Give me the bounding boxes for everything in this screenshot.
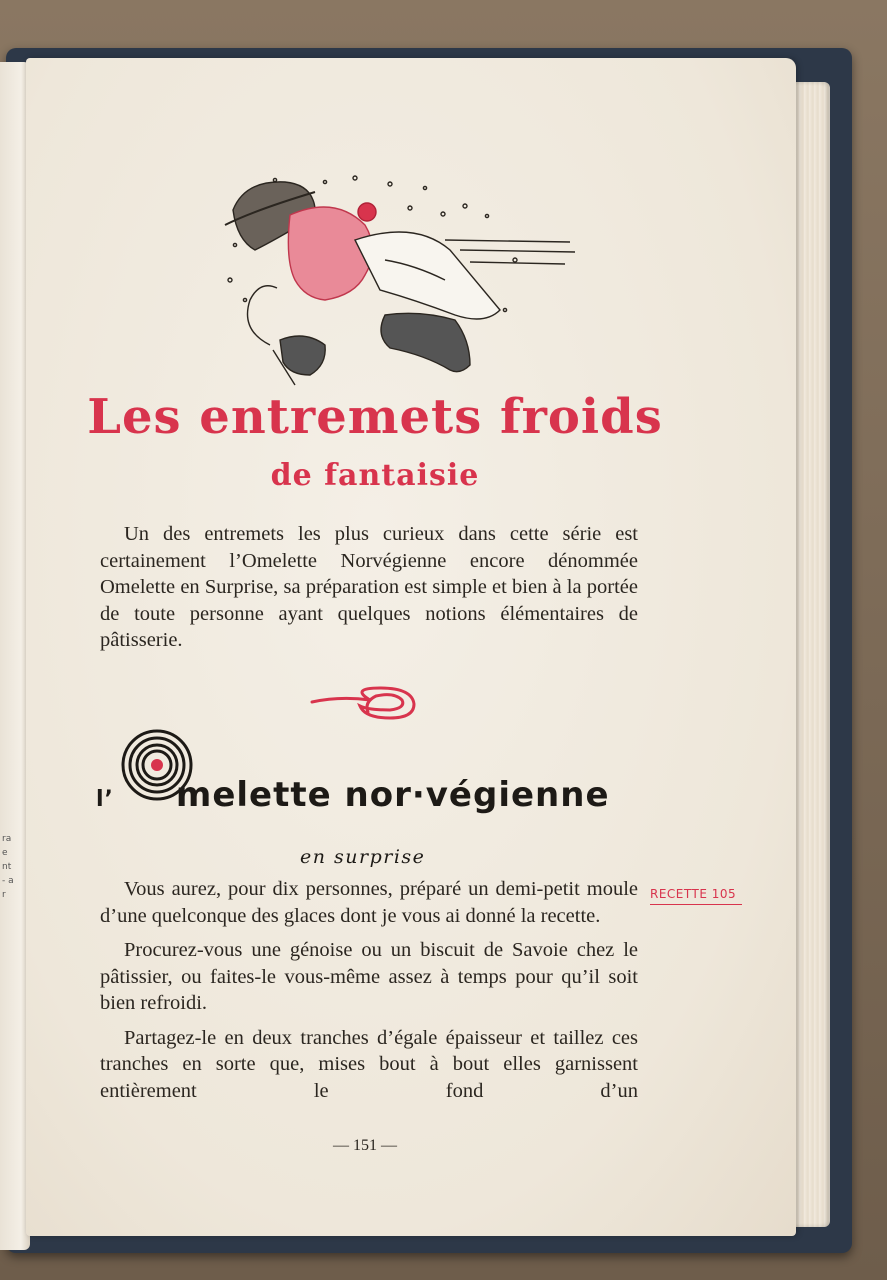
intro-paragraph <box>100 521 638 654</box>
left-page-edge-text: ra e nt- ar <box>2 834 14 900</box>
intro-text: Un des entremets les plus curieux dans cette série est certainement l’Omelette Norvégienne encore dénommée Omelette en Surprise, sa préparation est simple et bien à la portée de toute personne ayant quelques notions élémentaires de pâtisserie. <box>100 523 638 651</box>
recipe-title-rest: melette nor·végienne <box>175 775 610 815</box>
chapter-subtitle: de fantaisie <box>270 458 480 493</box>
man-with-hat-illustration <box>215 170 585 390</box>
recipe-subtitle: en surprise <box>300 846 426 868</box>
recipe-title <box>96 770 652 825</box>
recipe-body <box>100 876 638 1112</box>
chapter-title: Les entremets froids <box>87 389 663 445</box>
recipe-paragraph: Vous aurez, pour dix personnes, préparé un demi-petit moule d’une quelconque des glaces dont je vous ai donné la recette. <box>100 878 638 927</box>
red-flourish-ornament-icon <box>310 682 422 724</box>
recette-reference: RECETTE 105 <box>650 884 742 905</box>
page-number: — 151 — <box>333 1137 397 1154</box>
recipe-title-apostrophe: l’ <box>96 787 114 812</box>
recipe-paragraph: Procurez-vous une génoise ou un biscuit de Savoie chez le pâtissier, ou faites-le vous-même assez à temps pour qu’il soit bien refroidi. <box>100 939 638 1014</box>
recipe-paragraph: Partagez-le en deux tranches d’égale épaisseur et taillez ces tranches en sorte que, mises bout à bout elles garnissent entièrement le fond d’un <box>100 1026 638 1102</box>
